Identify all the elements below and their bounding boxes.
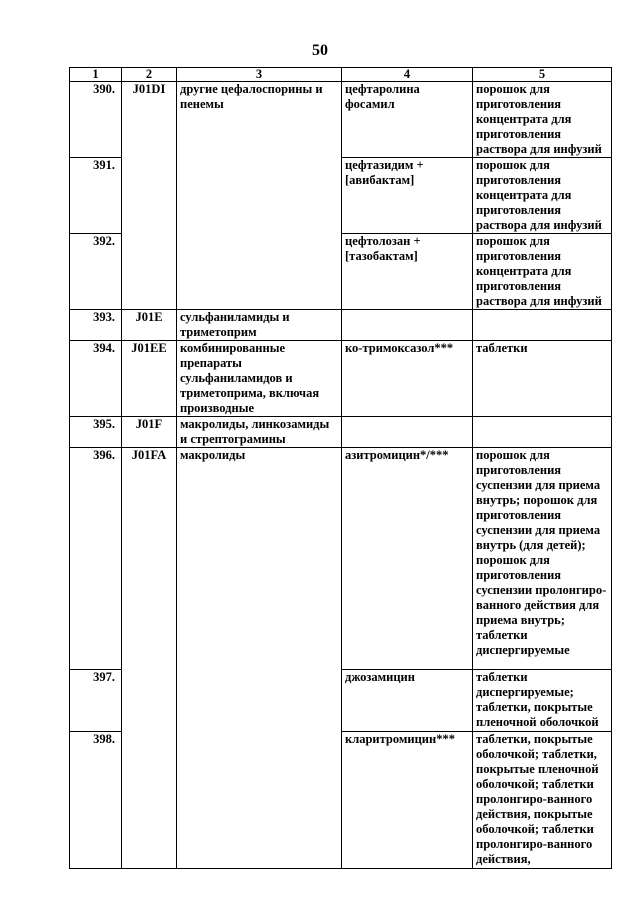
- row-number: 395.: [70, 417, 122, 448]
- header-col-5: 5: [473, 68, 612, 82]
- header-col-2: 2: [122, 68, 177, 82]
- dosage-form: порошок для приготовления суспензии для приема внутрь; порошок для приготовления суспензии для приема внутрь (для детей); порошок для приготовления суспензии пролонгиро-ванного действия для приема внутрь; таблетки диспергируемые: [473, 448, 612, 670]
- dosage-form: таблетки диспергируемые; таблетки, покрытые пленочной оболочкой: [473, 670, 612, 732]
- dosage-form: порошок для приготовления концентрата для приготовления раствора для инфузий: [473, 158, 612, 234]
- drug-name: джозамицин: [342, 670, 473, 732]
- dosage-form: [473, 417, 612, 448]
- header-row: [70, 68, 612, 82]
- header-col-1: 1: [70, 68, 122, 82]
- row-number: 398.: [70, 732, 122, 869]
- atc-code: J01E: [122, 310, 177, 341]
- group-name: комбинированные препараты сульфаниламидов и триметоприма, включая производные: [177, 341, 342, 417]
- group-name: другие цефалоспорины и пенемы: [177, 82, 342, 310]
- drug-name: азитромицин*/***: [342, 448, 473, 670]
- table-row: [70, 417, 612, 448]
- header-col-4: 4: [342, 68, 473, 82]
- dosage-form: порошок для приготовления концентрата для приготовления раствора для инфузий: [473, 82, 612, 158]
- atc-code: J01EE: [122, 341, 177, 417]
- dosage-form: таблетки: [473, 341, 612, 417]
- row-number: 396.: [70, 448, 122, 670]
- table-row: [70, 448, 612, 670]
- drug-name: кларитромицин***: [342, 732, 473, 869]
- drug-table: [69, 67, 612, 869]
- drug-name: ко-тримоксазол***: [342, 341, 473, 417]
- group-name: макролиды: [177, 448, 342, 869]
- dosage-form: [473, 310, 612, 341]
- drug-name: [342, 417, 473, 448]
- dosage-form: таблетки, покрытые оболочкой; таблетки, покрытые пленочной оболочкой; таблетки пролонгиро-ванного действия, покрытые оболочкой; таблетки пролонгиро-ванного действия,: [473, 732, 612, 869]
- row-number: 390.: [70, 82, 122, 158]
- atc-code: J01FA: [122, 448, 177, 869]
- header-col-3: 3: [177, 68, 342, 82]
- dosage-form: порошок для приготовления концентрата для приготовления раствора для инфузий: [473, 234, 612, 310]
- drug-name: [342, 310, 473, 341]
- page-number: 50: [312, 42, 328, 59]
- drug-name: цефтолозан +[тазобактам]: [342, 234, 473, 310]
- row-number: 397.: [70, 670, 122, 732]
- drug-name: цефтаролина фосамил: [342, 82, 473, 158]
- row-number: 391.: [70, 158, 122, 234]
- group-name: сульфаниламиды и триметоприм: [177, 310, 342, 341]
- row-number: 394.: [70, 341, 122, 417]
- table-row: [70, 310, 612, 341]
- atc-code: J01F: [122, 417, 177, 448]
- table-row: [70, 82, 612, 158]
- row-number: 392.: [70, 234, 122, 310]
- group-name: макролиды, линкозамиды и стрептограмины: [177, 417, 342, 448]
- drug-name: цефтазидим +[авибактам]: [342, 158, 473, 234]
- atc-code: J01DI: [122, 82, 177, 310]
- table-row: [70, 341, 612, 417]
- row-number: 393.: [70, 310, 122, 341]
